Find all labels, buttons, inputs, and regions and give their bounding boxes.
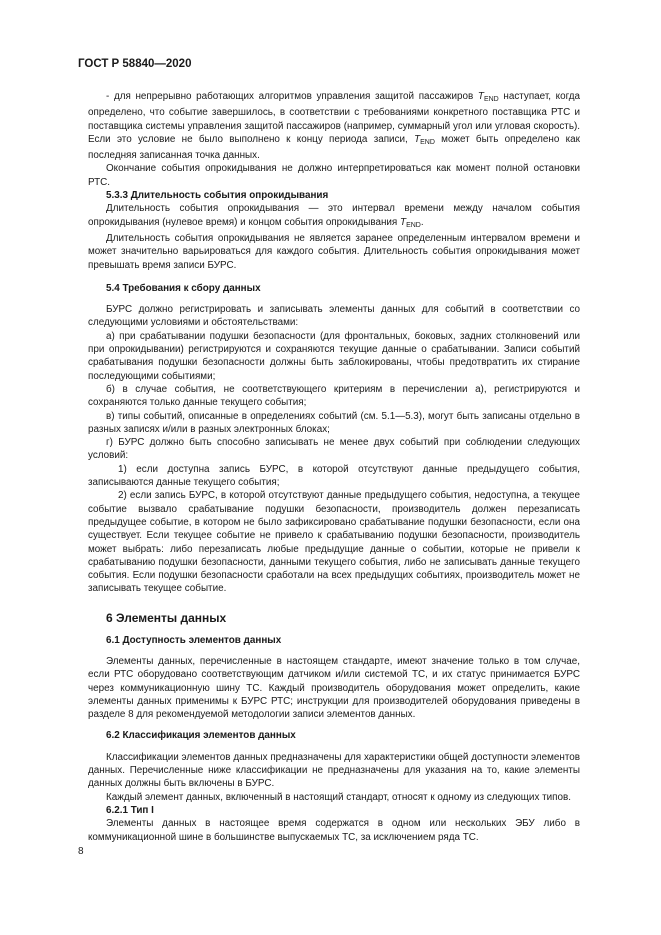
paragraph-rollover-end: Окончание события опрокидывания не должно интерпретироваться как момент полной остановки РТС. bbox=[88, 163, 580, 188]
paragraph-duration-variation: Длительность события опрокидывания не является заранее определенным интервалом времени и может значительно варьироваться для каждого события. Длительность события опрокидывания может превышать время записи БУРС. bbox=[88, 232, 580, 271]
paragraph-data-collection: БУРС должно регистрировать и записывать элементы данных для событий в соответствии со следующими условиями и обстоятельствами: bbox=[88, 304, 580, 329]
list-item-g-2: 2) если запись БУРС, в которой отсутствуют данные предыдущего события, недоступна, а текущее событие вызвало срабатывание подушки безопасности, производитель должен перезаписать предыдущее событие, в котором не было зафиксировано срабатывание подушки безопасности, если она существует. Если текущее событие не привело к срабатыванию подушки безопасности, производитель может выбрать: либо перезаписать любые предыдущие данные о событии, которые не привели к срабатыванию подушки безопасности, данными текущего события, либо не записывать данные текущего события. Если подушки безопасности сработали на всех предыдущих событиях, производитель может не записывать текущее событие. bbox=[88, 490, 580, 595]
heading-6-2-1: 6.2.1 Тип I bbox=[106, 804, 154, 816]
paragraph-rollover-duration: Длительность события опрокидывания — это интервал времени между началом события опрокидывания (нулевое время) и концом события опрокидывания $T_{END}$. bbox=[88, 203, 580, 229]
paragraph-type-1: Элементы данных в настоящее время содержатся в одном или нескольких ЭБУ либо в коммуникационной шине в большинстве выпускаемых ТС, за исключением ряда ТС. bbox=[88, 818, 580, 843]
heading-6-1: 6.1 Доступность элементов данных bbox=[106, 634, 282, 646]
heading-5-4: 5.4 Требования к сбору данных bbox=[106, 282, 261, 294]
list-item-b: б) в случае события, не соответствующего критериям в перечислении а), регистрируются и сохраняются только данные текущего события; bbox=[88, 383, 580, 409]
page-number: 8 bbox=[78, 846, 84, 857]
paragraph-t-end-definition: - для непрерывно работающих алгоритмов управления защитой пассажиров $T_{END}$ наступает, когда определено, что событие завершилось, в соответствии с требованиями конкретного поставщика РТС и поставщика системы управления защитой пассажиров (например, суммарный угол или угловая скорость). Если это условие не было выполнено к концу периода записи, $T_{END}$ может быть определено как последняя записанная точка данных. bbox=[88, 91, 580, 162]
paragraph-types: Каждый элемент данных, включенный в настоящий стандарт, относят к одному из следующих типов. bbox=[106, 791, 571, 803]
list-item-a: а) при срабатывании подушки безопасности (для фронтальных, боковых, задних столкновений или при опрокидывании) регистрируются и сохраняются текущие данные о срабатывании. Записи событий срабатывания подушки безопасности должны быть заблокированы, чтобы предотвратить их стирание последующими событиями; bbox=[88, 330, 580, 382]
document-header: ГОСТ Р 58840—2020 bbox=[78, 58, 192, 70]
list-item-g-1: 1) если доступна запись БУРС, в которой отсутствуют данные предыдущего события, записываются данные текущего события; bbox=[88, 463, 580, 489]
paragraph-classification: Классификации элементов данных предназначены для характеристики общей доступности элементов данных. Перечисленные ниже классификации не предназначены для указания на то, какие элементы данных должны быть включены в БУРС. bbox=[88, 751, 580, 790]
heading-5-3-3: 5.3.3 Длительность события опрокидывания bbox=[106, 190, 329, 202]
heading-6: 6 Элементы данных bbox=[106, 610, 227, 625]
paragraph-availability: Элементы данных, перечисленные в настоящем стандарте, имеют значение только в том случае, если РТС оборудовано соответствующим датчиком и/или системой ТС, и их статус принимается БУРС через коммуникационную шину ТС. Каждый производитель оборудования может определить, какие элементы данных применимы к БУРС РТС; инструкции для производителей оборудования приведены в разделе 8 для рекомендуемой методологии записи элементов данных. bbox=[88, 655, 580, 721]
heading-6-2: 6.2 Классификация элементов данных bbox=[106, 730, 296, 742]
text-body bbox=[88, 90, 580, 844]
list-item-g: г) БУРС должно быть способно записывать не менее двух событий при соблюдении следующих условий: bbox=[88, 437, 580, 462]
list-item-v: в) типы событий, описанные в определениях событий (см. 5.1—5.3), могут быть записаны отдельно в разных записях и/или в разных электронных блоках; bbox=[88, 410, 580, 435]
